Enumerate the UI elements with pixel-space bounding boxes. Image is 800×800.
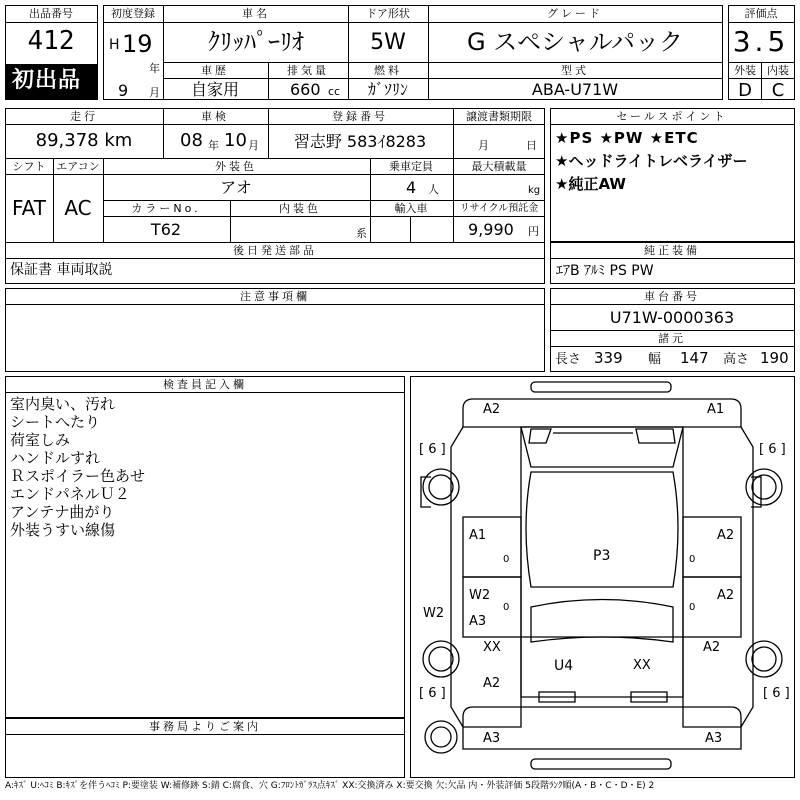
follow-parts: 保証書 車両取説 <box>10 262 113 278</box>
equipment-label: 純正装備 <box>644 244 700 257</box>
mileage-value <box>36 132 133 150</box>
ac-label: エアコン <box>56 160 100 173</box>
car-outline <box>411 377 794 777</box>
inspector-line: ハンドルすれ <box>10 449 101 467</box>
year: 19 <box>122 30 153 58</box>
car-name: ｸﾘｯﾊﾟｰﾘｵ <box>208 28 304 56</box>
height: 190 <box>760 349 789 367</box>
inspection-month-unit: 月 <box>248 139 259 152</box>
chassis-number: U71W-0000363 <box>609 308 735 327</box>
history: 自家用 <box>190 80 240 99</box>
displacement: 660 <box>290 80 321 99</box>
car-name-label: 車名 <box>242 7 270 20</box>
length: 339 <box>594 349 623 367</box>
month: 9 <box>118 81 129 100</box>
damage-diagram <box>410 376 795 778</box>
damage-right-front-door: A2 <box>717 528 735 543</box>
displacement-unit: cc <box>328 85 341 98</box>
damage-left-pillar: W2 <box>423 606 445 621</box>
interior-grade-label: 内装 <box>767 64 789 77</box>
lot-no-label: 出品番号 <box>29 7 73 20</box>
sales-item: ★PS ★PW ★ETC <box>555 129 699 147</box>
model-code: ABA-U71W <box>531 80 619 99</box>
score: 3.5 <box>732 25 790 58</box>
shift: FAT <box>11 196 47 220</box>
first-listing-badge <box>6 64 97 99</box>
load-unit: kg <box>528 185 541 196</box>
door-label: ドア形状 <box>366 7 410 20</box>
dims-label: 諸元 <box>658 332 686 345</box>
inspector-line: Ｒスポイラー色あせ <box>10 467 146 485</box>
transfer-day-unit: 日 <box>526 139 537 152</box>
year-unit: 年 <box>149 62 160 75</box>
equipment-value: ｴｱB ｱﾙﾐ PS PW <box>556 263 654 279</box>
interior-color-label: 内装色 <box>279 202 321 215</box>
width: 147 <box>680 349 709 367</box>
tire-tread-front-right: [ 6 ] <box>759 442 786 457</box>
inspection-label: 車検 <box>201 110 229 123</box>
inspector-line: シートへたり <box>10 413 101 431</box>
color-no-label: カラーNo. <box>131 202 201 215</box>
damage-left-rear-door-top: W2 <box>469 588 491 603</box>
tire-tread-front-left: [ 6 ] <box>419 442 446 457</box>
damage-left-rear-door-bottom: A3 <box>469 614 487 629</box>
color: アオ <box>220 178 252 197</box>
interior-grade: C <box>771 80 785 101</box>
month-unit: 月 <box>149 86 160 99</box>
first-listing-text: 初出品 <box>12 68 82 93</box>
mileage-unit: km <box>104 130 133 151</box>
color-label: 外装色 <box>215 160 257 173</box>
grade-label: グレード <box>547 7 603 20</box>
shift-label: シフト <box>12 160 46 173</box>
recycle-label: リサイクル預託金 <box>459 203 539 214</box>
load-label: 最大積載量 <box>471 160 527 173</box>
plate: 習志野 583ｲ8283 <box>293 132 427 151</box>
follow-label: 後日発送部品 <box>233 244 317 257</box>
height-label: 高さ <box>723 352 750 367</box>
damage-left-front-door: A1 <box>469 528 487 543</box>
fuel-label: 燃料 <box>374 64 402 77</box>
sales-item: ★ヘッドライトレベライザー <box>555 152 748 170</box>
grade: G スペシャルパック <box>466 28 684 56</box>
sales-label: セールスポイント <box>616 110 728 123</box>
displacement-label: 排気量 <box>287 64 329 77</box>
damage-zero: 0 <box>689 602 696 613</box>
inspector-line: 室内臭い、汚れ <box>10 395 116 413</box>
inspection-year-unit: 年 <box>208 139 219 152</box>
damage-right-rear-door: A2 <box>717 588 735 603</box>
interior-color-unit: 系 <box>356 227 367 240</box>
ac: AC <box>64 196 92 220</box>
tire-tread-rear-left: [ 6 ] <box>419 686 446 701</box>
inspector-label: 検査員記入欄 <box>163 378 247 391</box>
color-no: T62 <box>150 220 182 239</box>
capacity: 4 <box>406 178 417 197</box>
transfer-month-unit: 月 <box>478 139 489 152</box>
legend-footer: A:ｷｽﾞ U:ﾍｺﾐ B:ｷｽﾞを伴うﾍｺﾐ P:要塗装 W:補修跡 S:錆 C:腐食、穴 G:ﾌﾛﾝﾄｶﾞﾗｽ点ｷｽﾞ XX:交換済み X:要交換 欠:欠品 内・外装評価 5段階ﾗﾝｸ順(A・B・C・D・E) 2 <box>5 781 655 791</box>
width-label: 幅 <box>648 352 662 367</box>
mileage-label: 走行 <box>70 110 98 123</box>
inspector-line: 荷室しみ <box>10 431 71 449</box>
lot-number: 412 <box>27 26 75 56</box>
inspection-month: 10 <box>224 130 247 151</box>
damage-right-quarter-xx: XX <box>633 658 651 673</box>
damage-roof: P3 <box>593 548 611 564</box>
damage-zero: 0 <box>503 554 510 565</box>
mileage: 89,378 <box>35 130 99 151</box>
damage-front-left: A2 <box>483 402 501 417</box>
import-label: 輸入車 <box>394 202 428 215</box>
capacity-label: 乗車定員 <box>389 160 433 173</box>
fuel: ｶﾞｿﾘﾝ <box>367 80 409 99</box>
damage-zero: 0 <box>689 554 696 565</box>
exterior-grade: D <box>738 80 752 101</box>
damage-right-quarter: A2 <box>703 640 721 655</box>
capacity-unit: 人 <box>428 183 439 196</box>
inspector-line: アンテナ曲がり <box>10 503 115 521</box>
inspector-line: 外装うすい線傷 <box>10 521 116 539</box>
chassis-label: 車台番号 <box>644 290 700 303</box>
door: 5W <box>370 30 406 55</box>
exterior-grade-label: 外装 <box>734 64 756 77</box>
recycle-unit: 円 <box>528 225 539 238</box>
first-reg-label: 初度登録 <box>111 7 155 20</box>
score-label: 評価点 <box>744 7 778 20</box>
history-label: 車歴 <box>201 64 229 77</box>
office-label: 事務局よりご案内 <box>149 720 261 733</box>
damage-rear-right: A3 <box>705 731 723 746</box>
recycle: 9,990 <box>468 220 514 239</box>
era: H <box>109 37 120 53</box>
length-label: 長さ <box>555 352 582 367</box>
transfer-label: 譲渡書類期限 <box>466 110 532 123</box>
notes-label: 注意事項欄 <box>240 290 310 303</box>
model-code-label: 型式 <box>561 64 589 77</box>
sales-item: ★純正AW <box>555 175 626 193</box>
tire-tread-rear-right: [ 6 ] <box>763 686 790 701</box>
damage-rear-left: A3 <box>483 731 501 746</box>
inspector-line: エンドパネルＵ２ <box>10 485 130 503</box>
damage-left-quarter-bottom: A2 <box>483 676 501 691</box>
inspection-year: 08 <box>180 130 203 151</box>
damage-zero: 0 <box>503 602 510 613</box>
damage-back-door: U4 <box>554 658 574 674</box>
plate-label: 登録番号 <box>332 110 388 123</box>
damage-left-quarter-top: XX <box>483 640 501 655</box>
damage-front-right: A1 <box>707 402 725 417</box>
